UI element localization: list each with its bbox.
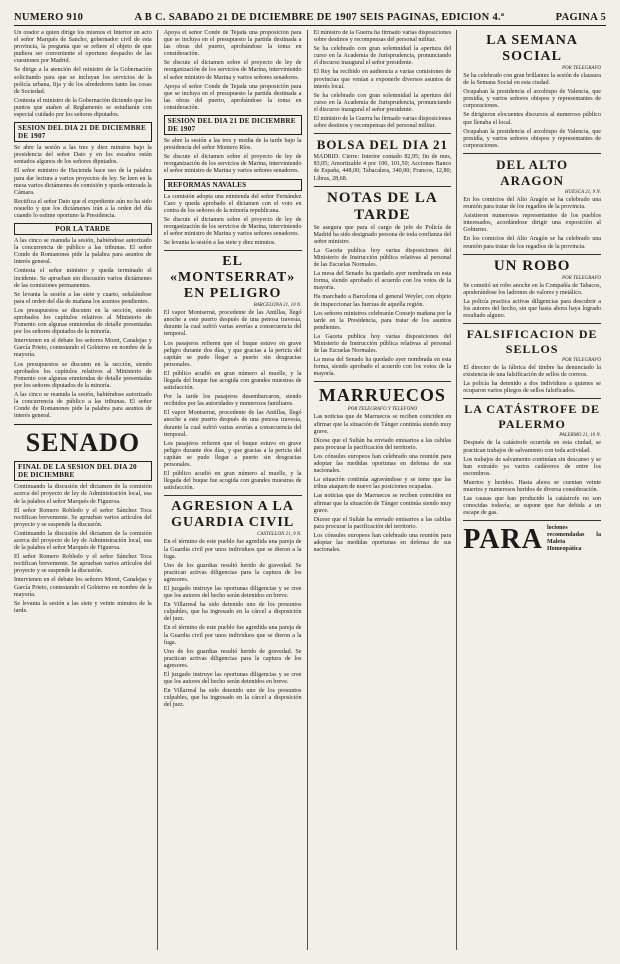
article-text: MADRID. Cierre: Interior contado 82,95; fin de mes, 83,05; Amortizable 4 por 100, 101,50; Acciones Banco de España, 448,00; Tabacalera, 340,00; Francos, 12,80; Libras, 28,68. <box>313 154 452 182</box>
article-text: Uno de los guardias resultó herido de gravedad. Se practican activas diligencias para la captura de los agresores. <box>163 562 302 583</box>
article-text: Se cometió un robo anoche en la Compañía de Tabacos, apoderándose los ladrones de valores y metálico. <box>463 282 601 296</box>
article-text: Los señores ministros celebrarán Consejo mañana por la tarde en la Presidencia, para tratar de los asuntos pendientes. <box>313 310 452 331</box>
dateline: BARCELONA 21, 10 N. <box>253 303 302 309</box>
article-text: Los cónsules europeos han celebrado una reunión para adoptar las medidas oportunas en defensa de sus nacionales. <box>313 453 452 475</box>
divider <box>14 424 152 425</box>
article-text: Apoya el señor Conde de Tejada una proposición para que se incluya en el presupuesto la partida destinada a las obras del puerto, aprobándose la toma en consideración. <box>163 30 302 58</box>
article-text: Ocupaban la presidencia el arzobispo de Valencia, que presidía, y varios señores obispos y representantes de corporaciones. <box>463 128 601 149</box>
article-text: En Villarreal ha sido detenido uno de los presuntos culpables, que ha ingresado en la cárcel a disposición del juez. <box>163 602 302 623</box>
article-text: Se asegura que para el cargo de jefe de Policía de Madrid ha sido designado persona de toda confianza del señor ministro. <box>313 224 452 245</box>
article-text: Muertos y heridos. Hasta ahora se cuentan veinte muertos y numerosos heridos de diversa consideración. <box>463 479 601 493</box>
article-text: Intervienen en el debate los señores Moret, Canalejas y García Prieto, contestando el Gobierno en nombre de la mayoría. <box>14 338 152 359</box>
dateline: PALERMO 21, 10 N. <box>559 433 601 439</box>
article-text: Intervienen en el debate los señores Moret, Canalejas y García Prieto, contestando el Gobierno en nombre de la mayoría. <box>14 577 152 598</box>
dateline: POR TELEGRAFO Y TELEFONO <box>347 407 418 413</box>
article-text: El juzgado instruye las oportunas diligencias y se cree que los autores del hecho serán detenidos en breve. <box>163 672 302 686</box>
article-text: Se levanta la sesión a las siete y veinte minutos de la tarde. <box>14 600 152 614</box>
divider <box>463 398 601 399</box>
divider <box>164 250 302 251</box>
headline-bolsa: BOLSA DEL DIA 21 <box>316 137 448 153</box>
page-label: PAGINA 5 <box>555 12 606 23</box>
article-text: Se discute el dictamen sobre el proyecto de ley de reorganización de los servicios de Marina, interviniendo el señor ministro de Marina y varios señores senadores. <box>163 154 302 175</box>
masthead-date: A B C. SABADO 21 DE DICIEMBRE DE 1907 SEIS PAGINAS, EDICION 4.ª <box>134 12 505 23</box>
article-text: La policía ha detenido a dos individuos a quienes se ocuparon varios pliegos de sellos falsificados. <box>463 381 601 395</box>
article-text: La situación continúa agravándose y se teme que las tribus ataquen de nuevo las posiciones ocupadas. <box>313 477 452 491</box>
article-text: La policía practica activas diligencias para descubrir a los autores del hecho, sin que hasta ahora haya logrado resultado alguno. <box>463 298 601 319</box>
section-box: REFORMAS NAVALES <box>164 179 302 191</box>
divider <box>314 381 452 382</box>
ad-text: lociones recomendadas la Maleta Homeopática <box>546 525 601 553</box>
article-text: Se ha celebrado con gran solemnidad la apertura del curso en la Academia de Jurisprudencia, pronunciando el discurso inaugural el señor presidente. <box>313 92 452 113</box>
article-text: El ministro de la Guerra ha firmado varias disposiciones sobre destinos y recompensas del personal militar. <box>313 30 452 44</box>
article-text: La comisión adopta una enmienda del señor Fernández Caro y queda aprobado el dictamen con el voto en contra de los señores de la minoría republicana. <box>163 193 302 214</box>
article-text: Dícese que el Sultán ha enviado emisarios a las cabilas para procurar la pacificación del territorio. <box>313 516 452 530</box>
article-text: Después de la catástrofe ocurrida en esta ciudad, se practican trabajos de salvamento con toda actividad. <box>463 440 601 454</box>
article-text: Por la tarde los pasajeros desembarcaron, siendo recibidos por las autoridades y numerosos familiares. <box>163 394 302 408</box>
article-text: Las causas que han producido la catástrofe no son conocidas todavía; se supone que fue debida a un escape de gas. <box>463 496 601 517</box>
article-text: La Gaceta publica hoy varias disposiciones del Ministerio de Instrucción pública relativas al personal de las Escuelas Normales. <box>313 333 452 355</box>
page-number-label: NUMERO 910 <box>14 12 84 23</box>
article-text: La mesa del Senado ha quedado ayer nombrada en esta forma, siendo aprobado el acuerdo con los votos de la mayoría. <box>313 271 452 292</box>
article-text: A las cinco se reanuda la sesión, habiéndose autorizado la concurrencia de público a las tribunas. El señor Conde de Romanones pide la palabra para asuntos de interés general. <box>14 391 152 420</box>
article-text: Los presupuestos se discuten en la sección, siendo aprobados los capítulos relativos al Ministerio de Fomento con algunas enmiendas de detalle presentadas por los señores diputados de la minoría. <box>14 307 152 336</box>
section-title-senado: SENADO <box>25 428 141 458</box>
dateline: CASTELLON 21, 9 N. <box>257 532 302 538</box>
section-box: POR LA TARDE <box>14 223 152 235</box>
article-text: El público acudió en gran número al muelle, y la llegada del buque fue acogida con grandes muestras de satisfacción. <box>163 370 302 392</box>
article-text: Ocupaban la presidencia el arzobispo de Valencia, que presidía, y varios señores obispos y representantes de corporaciones. <box>463 89 601 110</box>
divider <box>164 495 302 496</box>
article-text: El director de la fábrica del timbre ha denunciado la existencia de una falsificación de sellos de correos. <box>463 365 601 379</box>
article-text: Se dirige a la atención del ministro de la Gobernación solicitando para que se incluyan los servicios de la policía urbana, fija y de los alrededores tanto las cosas de Sociedad. <box>14 67 152 95</box>
headline-palermo: LA CATÁSTROFE DE PALERMO <box>464 402 601 432</box>
divider <box>463 254 601 255</box>
divider <box>314 133 452 134</box>
article-text: Los pasajeros refieren que el buque estuvo en grave peligro durante dos días, y que gracias a la pericia del capitán se pudo llegar a puerto sin desgracias personales. <box>163 440 302 469</box>
article-text: Continuando la discusión del dictamen de la comisión acerca del proyecto de ley de Administración local, usa de la palabra el señor Marqués de Figueroa. <box>14 530 152 552</box>
divider <box>463 153 601 154</box>
article-text: En Villarreal ha sido detenido uno de los presuntos culpables, que ha ingresado en la cárcel a disposición del juez. <box>163 688 302 709</box>
article-text: En el término de este pueblo fue agredida una pareja de la Guardia civil por unos individuos que se dieron a la fuga. <box>163 539 302 560</box>
article-text: En el término de este pueblo fue agredida una pareja de la Guardia civil por unos individuos que se dieron a la fuga. <box>163 625 302 646</box>
article-text: Las noticias que de Marruecos se reciben coinciden en afirmar que la situación de Tánger continúa siendo muy grave. <box>313 414 452 435</box>
headline-montserrat: EL «MONTSERRAT» EN PELIGRO <box>169 254 296 302</box>
article-text: Dícese que el Sultán ha enviado emisarios a las cabilas para procurar la pacificación del territorio. <box>313 437 452 451</box>
article-text: Contesta el ministro de la Gobernación diciendo que los puntos que atañen al Reglamento se estudiarán con especial cuidado por los señores diputados. <box>14 97 152 119</box>
article-text: El vapor Montserrat, procedente de las Antillas, llegó anoche a este puerto después de una penosa travesía, durante la cual sufrió varias averías a consecuencia del temporal. <box>163 410 302 438</box>
article-text: Se ha celebrado con gran brillantez la sesión de clausura de la Semana Social en esta ciudad. <box>463 73 601 87</box>
article-text: El Rey ha recibido en audiencia a varias comisiones de provincias que venían a exponerle diversos asuntos de interés local. <box>313 69 452 90</box>
headline-marruecos: MARRUECOS <box>318 385 446 406</box>
article-text: Los pasajeros refieren que el buque estuvo en grave peligro durante dos días, y que gracias a la pericia del capitán se pudo llegar a puerto sin desgracias personales. <box>163 340 302 368</box>
article-text: En los comicios del Alto Aragón se ha celebrado una reunión para tratar de los regadíos de la provincia. <box>463 196 601 211</box>
divider <box>463 520 601 521</box>
article-text: El vapor Montserrat, procedente de las Antillas, llegó anoche a este puerto después de una penosa travesía, durante la cual sufrió varias averías a consecuencia del temporal. <box>163 310 302 338</box>
article-text: La mesa del Senado ha quedado ayer nombrada en esta forma, siendo aprobado el acuerdo con los votos de la mayoría. <box>313 357 452 378</box>
article-text: Continuando la discusión del dictamen de la comisión acerca del proyecto de ley de Administración local, usa de la palabra el señor Marqués de Figueroa. <box>14 484 152 505</box>
article-text: El señor ministro de Hacienda hace uso de la palabra para dar lectura a varios proyectos de ley. Se leen en la mesa varios dictámenes de comisión y queda enterada la Cámara. <box>14 168 152 196</box>
masthead <box>14 12 606 26</box>
column-1 <box>14 30 158 950</box>
article-text: Se levanta la sesión a las siete y diez minutos. <box>163 240 276 247</box>
columns <box>14 30 606 950</box>
headline-un-robo: UN ROBO <box>493 257 571 274</box>
article-text: A las cinco se reanuda la sesión, habiéndose autorizado la concurrencia de público a las tribunas. El señor Conde de Romanones pide la palabra para asuntos de interés general. <box>14 238 152 266</box>
section-box: FINAL DE LA SESION DEL DIA 20 DE DICIEMBRE <box>14 461 152 481</box>
divider <box>314 186 452 187</box>
article-text: El juzgado instruye las oportunas diligencias y se cree que los autores del hecho serán detenidos en breve. <box>163 585 302 600</box>
article-text: Los trabajos de salvamento continúan sin descanso y se han extraído ya varios cadáveres de entre los escombros. <box>463 456 601 477</box>
article-text: El señor Romero Robledo y el señor Sánchez Toca rectifican brevemente. Se aprueban varios artículos del proyecto y se suspende la discusión. <box>14 554 152 575</box>
column-2 <box>164 30 308 950</box>
headline-agresion: AGRESION A LA GUARDIA CIVIL <box>171 499 295 531</box>
article-text: Se dirigieron elocuentes discursos al numeroso público que llenaba el local. <box>463 112 601 126</box>
article-text: Asistieron numerosos representantes de los pueblos interesados, acordándose dirigir una exposición al Gobierno. <box>463 213 601 234</box>
column-3 <box>314 30 458 950</box>
headline-semana-social: LA SEMANA SOCIAL <box>486 33 579 64</box>
headline-notas: NOTAS DE LA TARDE <box>327 189 438 223</box>
headline-alto-aragon: DEL ALTO ARAGON <box>496 156 569 188</box>
section-box: SESION DEL DIA 21 DE DICIEMBRE DE 1907 <box>14 122 152 142</box>
article-text: Apoya el señor Conde de Tejada una proposición para que se incluya en el presupuesto la partida destinada a las obras del puerto, aprobándose la toma en consideración. <box>163 83 302 111</box>
article-text: Uno de los guardias resultó herido de gravedad. Se practican activas diligencias para la captura de los agresores. <box>163 648 302 669</box>
article-text: Los presupuestos se discuten en la sección, siendo aprobados los capítulos relativos al Ministerio de Fomento con algunas enmiendas de detalle presentadas por los señores diputados de la minoría. <box>14 361 152 389</box>
article-text: El ministro de la Guerra ha firmado varias disposiciones sobre destinos y recompensas del personal militar. <box>313 116 452 130</box>
article-text: El público acudió en gran número al muelle, y la llegada del buque fue acogida con grandes muestras de satisfacción. <box>163 471 302 492</box>
section-box: SESION DEL DIA 21 DE DICIEMBRE DE 1907 <box>164 115 302 135</box>
article-text: Un orador a quien dirige los mismos el Interior un acto el señor Marqués de Sancho, gobernador civil de esta provincia, la pregunta que se refiere el objeto de que pudiera ser conveniente el oportuno despacho de las cuestiones por Madrid. <box>14 30 152 65</box>
article-text: Contesta el señor ministro y queda terminado el incidente. Se aprueban sin discusión varios dictámenes de las comisiones permanentes. <box>14 268 152 289</box>
article-text: En los comicios del Alto Aragón se ha celebrado una reunión para tratar de los regadíos de la provincia. <box>463 236 601 250</box>
article-text: Rectifica el señor Dato que el expediente aún no ha sido resuelto y que los dictámenes irán a la orden del día cuando lo estime oportuno la Presidencia. <box>14 198 152 219</box>
article-text: El señor Romero Robledo y el señor Sánchez Toca rectifican brevemente. Se aprueban varios artículos del proyecto y se suspende la discusión. <box>14 507 152 528</box>
headline-falsificacion: FALSIFICACION DE SELLOS <box>466 327 598 357</box>
dateline: POR TELEGRAFO <box>561 66 601 71</box>
article-text: Las noticias que de Marruecos se reciben coinciden en afirmar que la situación de Tánger continúa siendo muy grave. <box>313 493 452 514</box>
article-text: La Gaceta publica hoy varias disposiciones del Ministerio de Instrucción pública relativas al personal de las Escuelas Normales. <box>313 247 452 269</box>
column-4 <box>463 30 606 950</box>
dateline: POR TELEGRAFO <box>561 275 601 281</box>
article-text: Se discute el dictamen sobre el proyecto de ley de reorganización de los servicios de Marina, interviniendo el señor ministro de Marina y varios señores senadores. <box>163 60 302 81</box>
advertisement <box>463 524 601 556</box>
article-text: Se discute el dictamen sobre el proyecto de ley de reorganización de los servicios de Marina, interviniendo el señor ministro de Marina y varios señores senadores. <box>163 216 302 237</box>
article-text: Se ha celebrado con gran solemnidad la apertura del curso en la Academia de Jurisprudencia, pronunciando el discurso inaugural el señor presidente. <box>313 46 452 67</box>
ad-title: PARA <box>463 524 543 556</box>
article-text: Los cónsules europeos han celebrado una reunión para adoptar las medidas oportunas en defensa de sus nacionales. <box>313 532 452 554</box>
article-text: Ha marchado a Barcelona el general Weyler, con objeto de inspeccionar las fuerzas de aquella región. <box>313 294 452 308</box>
dateline: HUESCA 21, 9 N. <box>564 189 601 195</box>
dateline: POR TELEGRAFO <box>561 358 601 364</box>
article-text: Se levanta la sesión a las siete y cuarto, señalándose para el orden del día de mañana los asuntos pendientes. <box>14 291 152 305</box>
divider <box>463 323 601 324</box>
article-text: Se abre la sesión a las tres y diez minutos bajo la presidencia del señor Dato y en los escaños están sentados algunos de los señores diputados. <box>14 145 152 166</box>
article-text: Se abre la sesión a las tres y media de la tarde bajo la presidencia del señor Montero Ríos. <box>163 138 302 152</box>
